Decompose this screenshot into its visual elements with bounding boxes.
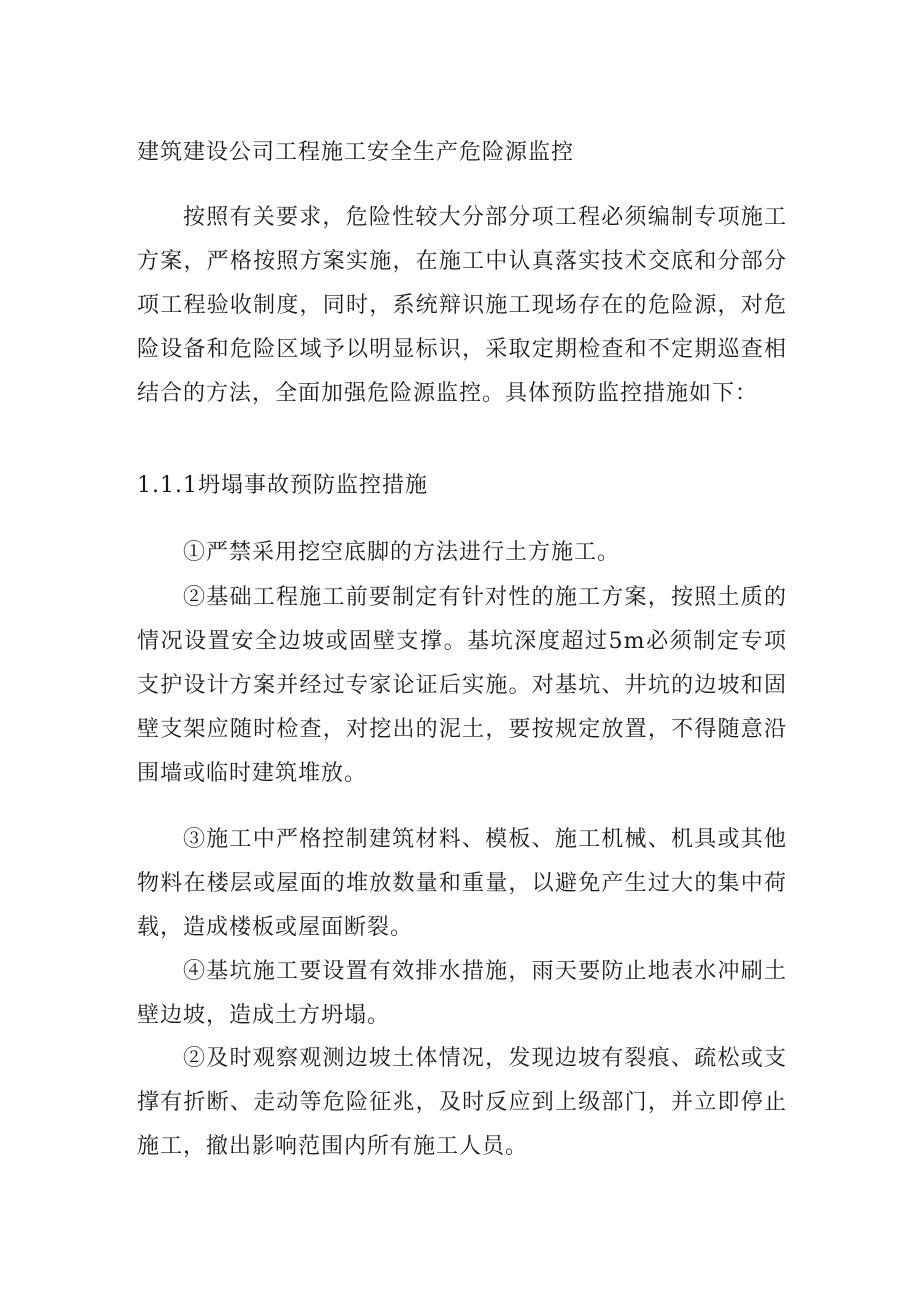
measure-item-3: ③施工中严格控制建筑材料、模板、施工机械、机具或其他物料在楼层或屋面的堆放数量和重量，以避免产生过大的集中荷载，造成楼板或屋面断裂。 — [137, 827, 787, 940]
document-title: 建筑建设公司工程施工安全生产危险源监控 — [137, 140, 575, 165]
section-heading: 1.1.1坍塌事故预防监控措施 — [137, 473, 428, 498]
measure-item-1: ①严禁采用挖空底脚的方法进行土方施工。 — [183, 540, 621, 565]
measure-item-5: ②及时观察观测边坡土体情况，发现边坡有裂痕、疏松或支撑有折断、走动等危险征兆，及时反应到上级部门，并立即停止施工，撤出影响范围内所有施工人员。 — [137, 1046, 787, 1159]
intro-paragraph: 按照有关要求，危险性较大分部分项工程必须编制专项施工方案，严格按照方案实施，在施工中认真落实技术交底和分部分项工程验收制度，同时，系统辩识施工现场存在的危险源，对危险设备和危险区域予以明显标识，采取定期检查和不定期巡查相结合的方法，全面加强危险源监控。具体预防监控措施如下： — [137, 205, 787, 406]
measure-item-4: ④基坑施工要设置有效排水措施，雨天要防止地表水冲刷土壁边坡，造成土方坍塌。 — [137, 959, 787, 1028]
measure-item-2: ②基础工程施工前要制定有针对性的施工方案，按照土质的情况设置安全边坡或固壁支撑。基坑深度超过5m必须制定专项支护设计方案并经过专家论证后实施。对基坑、井坑的边坡和固壁支架应随时检查，对挖出的泥土，要按规定放置，不得随意沿围墙或临时建筑堆放。 — [137, 585, 787, 786]
